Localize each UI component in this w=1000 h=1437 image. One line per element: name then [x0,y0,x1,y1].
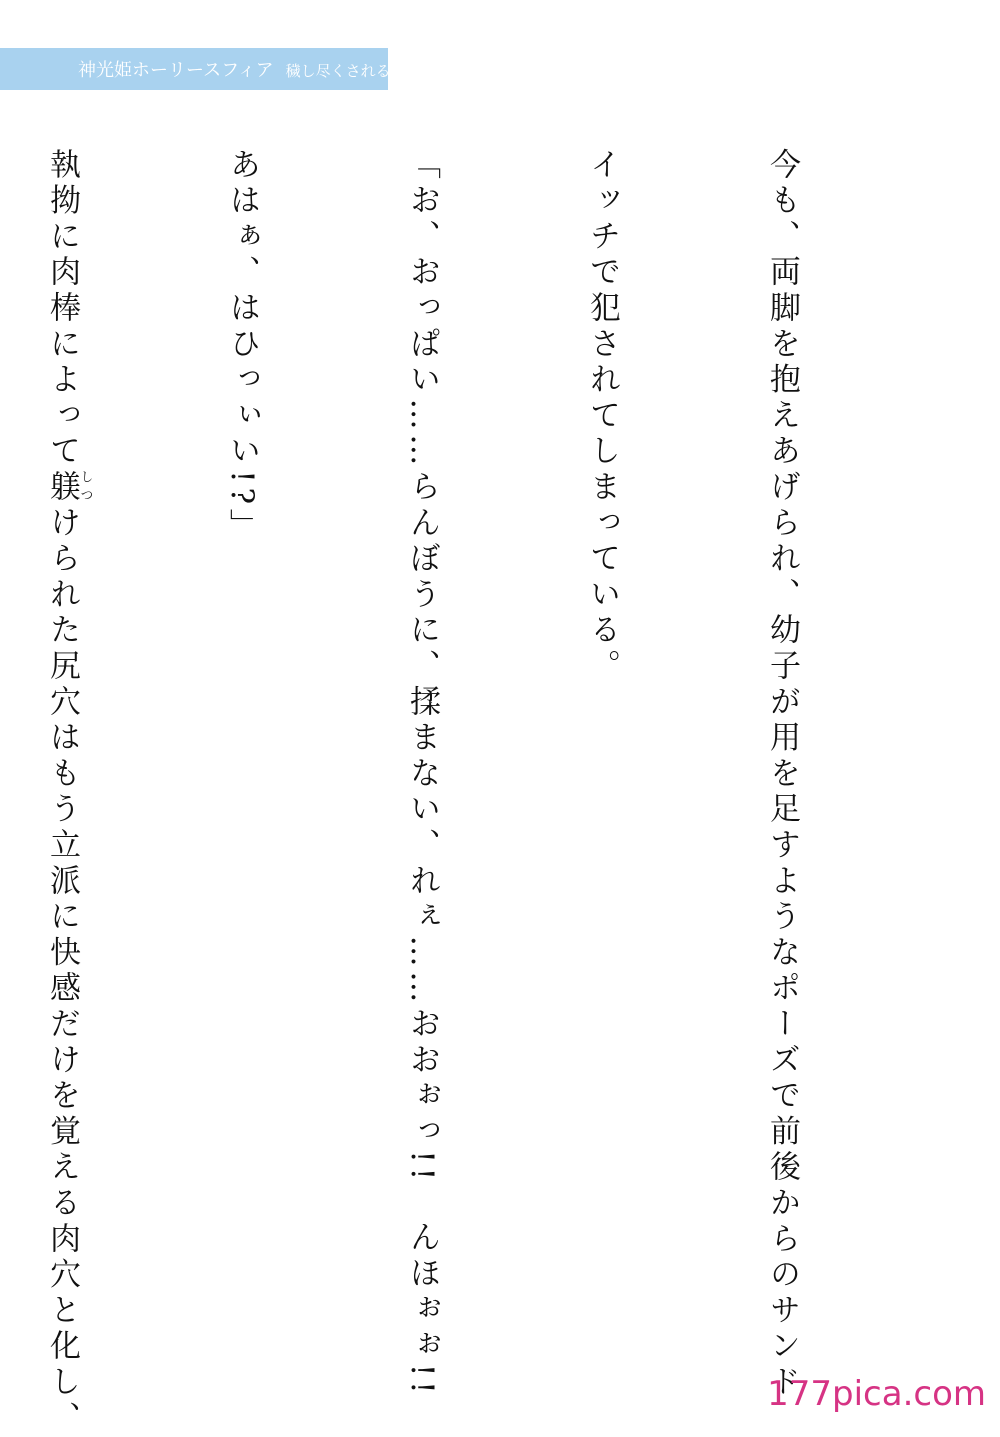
text-line: 今も、両脚を抱えあげられ、幼子が用を足すようなポーズで前後からのサンド [764,148,800,1401]
ruby-annotation: 躾しつ [44,470,93,507]
text-line: イッチで犯されてしまっている。 [584,148,620,685]
text-line: あはぁ、はひっぃい!?」 [224,148,260,545]
book-title: 神光姫ホーリースフィア [78,60,274,81]
running-header [78,56,421,82]
chapter-title: 穢し尽くされる正義 [285,62,421,80]
text-line: 「お、おっぱい……らんぼうに、揉まない、れぇ……おおぉっ!! んほぉぉ!! [404,148,440,1399]
site-watermark: 177pica.com [767,1374,986,1414]
text-line: 執拗に肉棒によって躾しつけられた尻穴はもう立派に快感だけを覚える肉穴と化し、 [44,148,93,1437]
